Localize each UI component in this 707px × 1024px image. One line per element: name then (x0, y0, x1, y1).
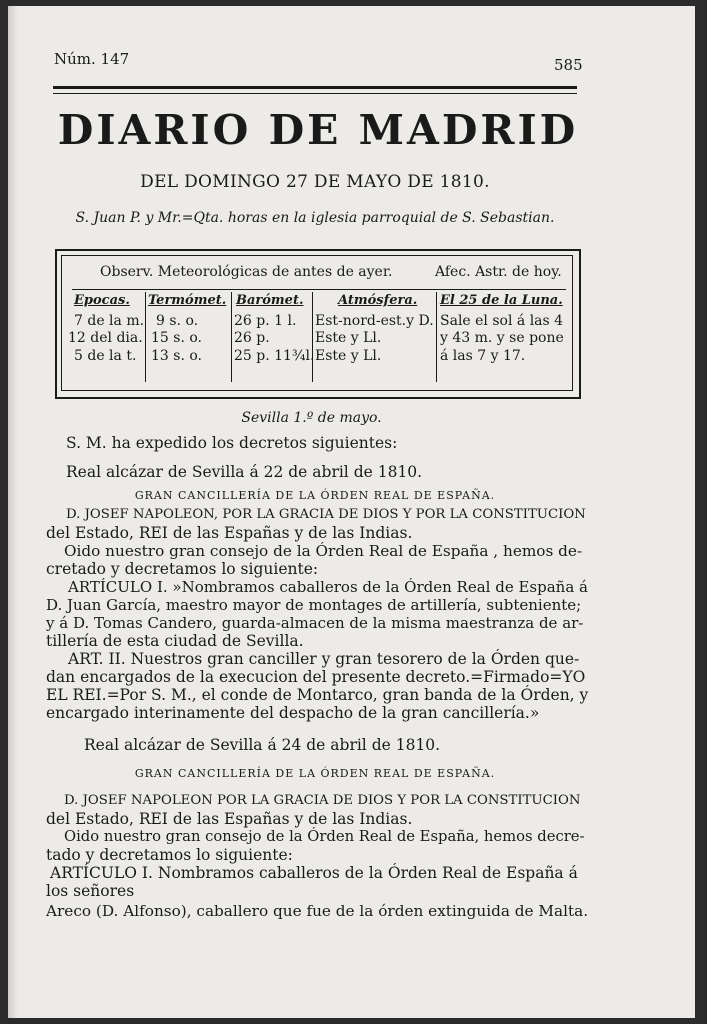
article-intro: S. M. ha expedido los decretos siguientes: (66, 434, 398, 452)
table-cell: 15 s. o. (151, 330, 202, 346)
masthead-title: DIARIO DE MADRID (57, 106, 579, 154)
table-cell: 9 s. o. (156, 313, 199, 329)
decree-dateline: Real alcázar de Sevilla á 22 de abril de 1810. (66, 463, 423, 481)
decree-line: tillería de esta ciudad de Sevilla. (46, 632, 304, 650)
decree-line: tado y decretamos lo siguiente: (46, 846, 293, 864)
decree-line: encargado interinamente del despacho de la gran cancillería.» (46, 704, 540, 722)
col-divider (312, 292, 313, 382)
col-header-termometro: Termómet. (148, 293, 227, 308)
decree-line: Areco (D. Alfonso), caballero que fue de la órden extinguida de Malta. (46, 902, 589, 920)
decree-line: ARTÍCULO I. »Nombramos caballeros de la Órden Real de España á (68, 578, 588, 596)
moon-line: á las 7 y 17. (440, 348, 526, 364)
col-header-luna: El 25 de la Luna. (440, 293, 563, 308)
table-cell: 25 p. 11¾l. (234, 348, 315, 364)
col-header-epocas: Epocas. (74, 293, 130, 308)
table-cell: 26 p. (234, 330, 270, 346)
page-number: 585 (554, 56, 583, 74)
table-cell: 5 de la t. (74, 348, 137, 364)
table-divider (72, 289, 566, 290)
table-cell: 26 p. 1 l. (234, 313, 297, 329)
article-place: Sevilla 1.º de mayo. (241, 410, 382, 426)
decree-line: del Estado, REI de las Españas y de las Indias. (46, 810, 413, 828)
table-cell: 7 de la m. (74, 313, 145, 329)
decree-line: cretado y decretamos lo siguiente: (46, 560, 319, 578)
table-cell: Este y Ll. (315, 330, 382, 346)
decree-line: dan encargados de la execucion del presente decreto.=Firmado=YO (46, 668, 586, 686)
issue-date: DEL DOMINGO 27 DE MAYO DE 1810. (140, 172, 490, 192)
decree-line: EL REI.=Por S. M., el conde de Montarco, gran banda de la Órden, y (46, 686, 589, 704)
decree-line: y á D. Tomas Candero, guarda-almacen de la misma maestranza de ar- (46, 614, 584, 632)
masthead-rule-thin (53, 93, 577, 94)
decree-line: del Estado, REI de las Españas y de las Indias. (46, 524, 413, 542)
decree-line: ART. II. Nuestros gran canciller y gran tesorero de la Órden que- (68, 650, 580, 668)
decree-line: los señores (46, 882, 135, 900)
decree-line: D. JOSEF NAPOLEON, POR LA GRACIA DE DIOS Y POR LA CONSTITUCION (66, 507, 586, 522)
newspaper-page (8, 6, 695, 1018)
table-cell: Este y Ll. (315, 348, 382, 364)
moon-line: y 43 m. y se pone (440, 330, 564, 346)
astro-heading: Afec. Astr. de hoy. (435, 264, 562, 280)
col-header-barometro: Barómet. (236, 293, 304, 308)
saints-of-day: S. Juan P. y Mr.=Qta. horas en la iglesia parroquial de S. Sebastian. (75, 210, 555, 226)
table-cell: Est-nord-est.y D. (315, 313, 434, 329)
masthead-rule-thick (53, 86, 577, 89)
table-cell: 13 s. o. (151, 348, 202, 364)
moon-line: Sale el sol á las 4 (440, 313, 564, 329)
col-divider (145, 292, 146, 382)
col-divider (436, 292, 437, 382)
decree-line: ARTÍCULO I. Nombramos caballeros de la Órden Real de España á (50, 864, 578, 882)
col-header-atmosfera: Atmósfera. (338, 293, 418, 308)
decree-office: GRAN CANCILLERÍA DE LA ÓRDEN REAL DE ESPAÑA. (134, 489, 496, 502)
col-divider (231, 292, 232, 382)
decree-line: Oido nuestro gran consejo de la Órden Real de España , hemos de- (64, 542, 583, 560)
issue-number: Núm. 147 (54, 50, 130, 68)
table-cell: 12 del dia. (68, 330, 143, 346)
decree-office: GRAN CANCILLERÍA DE LA ÓRDEN REAL DE ESPAÑA. (134, 767, 496, 780)
decree-line: D. JOSEF NAPOLEON POR LA GRACIA DE DIOS Y POR LA CONSTITUCION (64, 793, 581, 808)
weather-heading: Observ. Meteorológicas de antes de ayer. (100, 264, 393, 280)
decree-line: Oido nuestro gran consejo de la Órden Real de España, hemos decre- (64, 828, 585, 845)
decree-line: D. Juan García, maestro mayor de montages de artillería, subteniente; (46, 596, 582, 614)
decree-dateline: Real alcázar de Sevilla á 24 de abril de 1810. (84, 736, 441, 754)
